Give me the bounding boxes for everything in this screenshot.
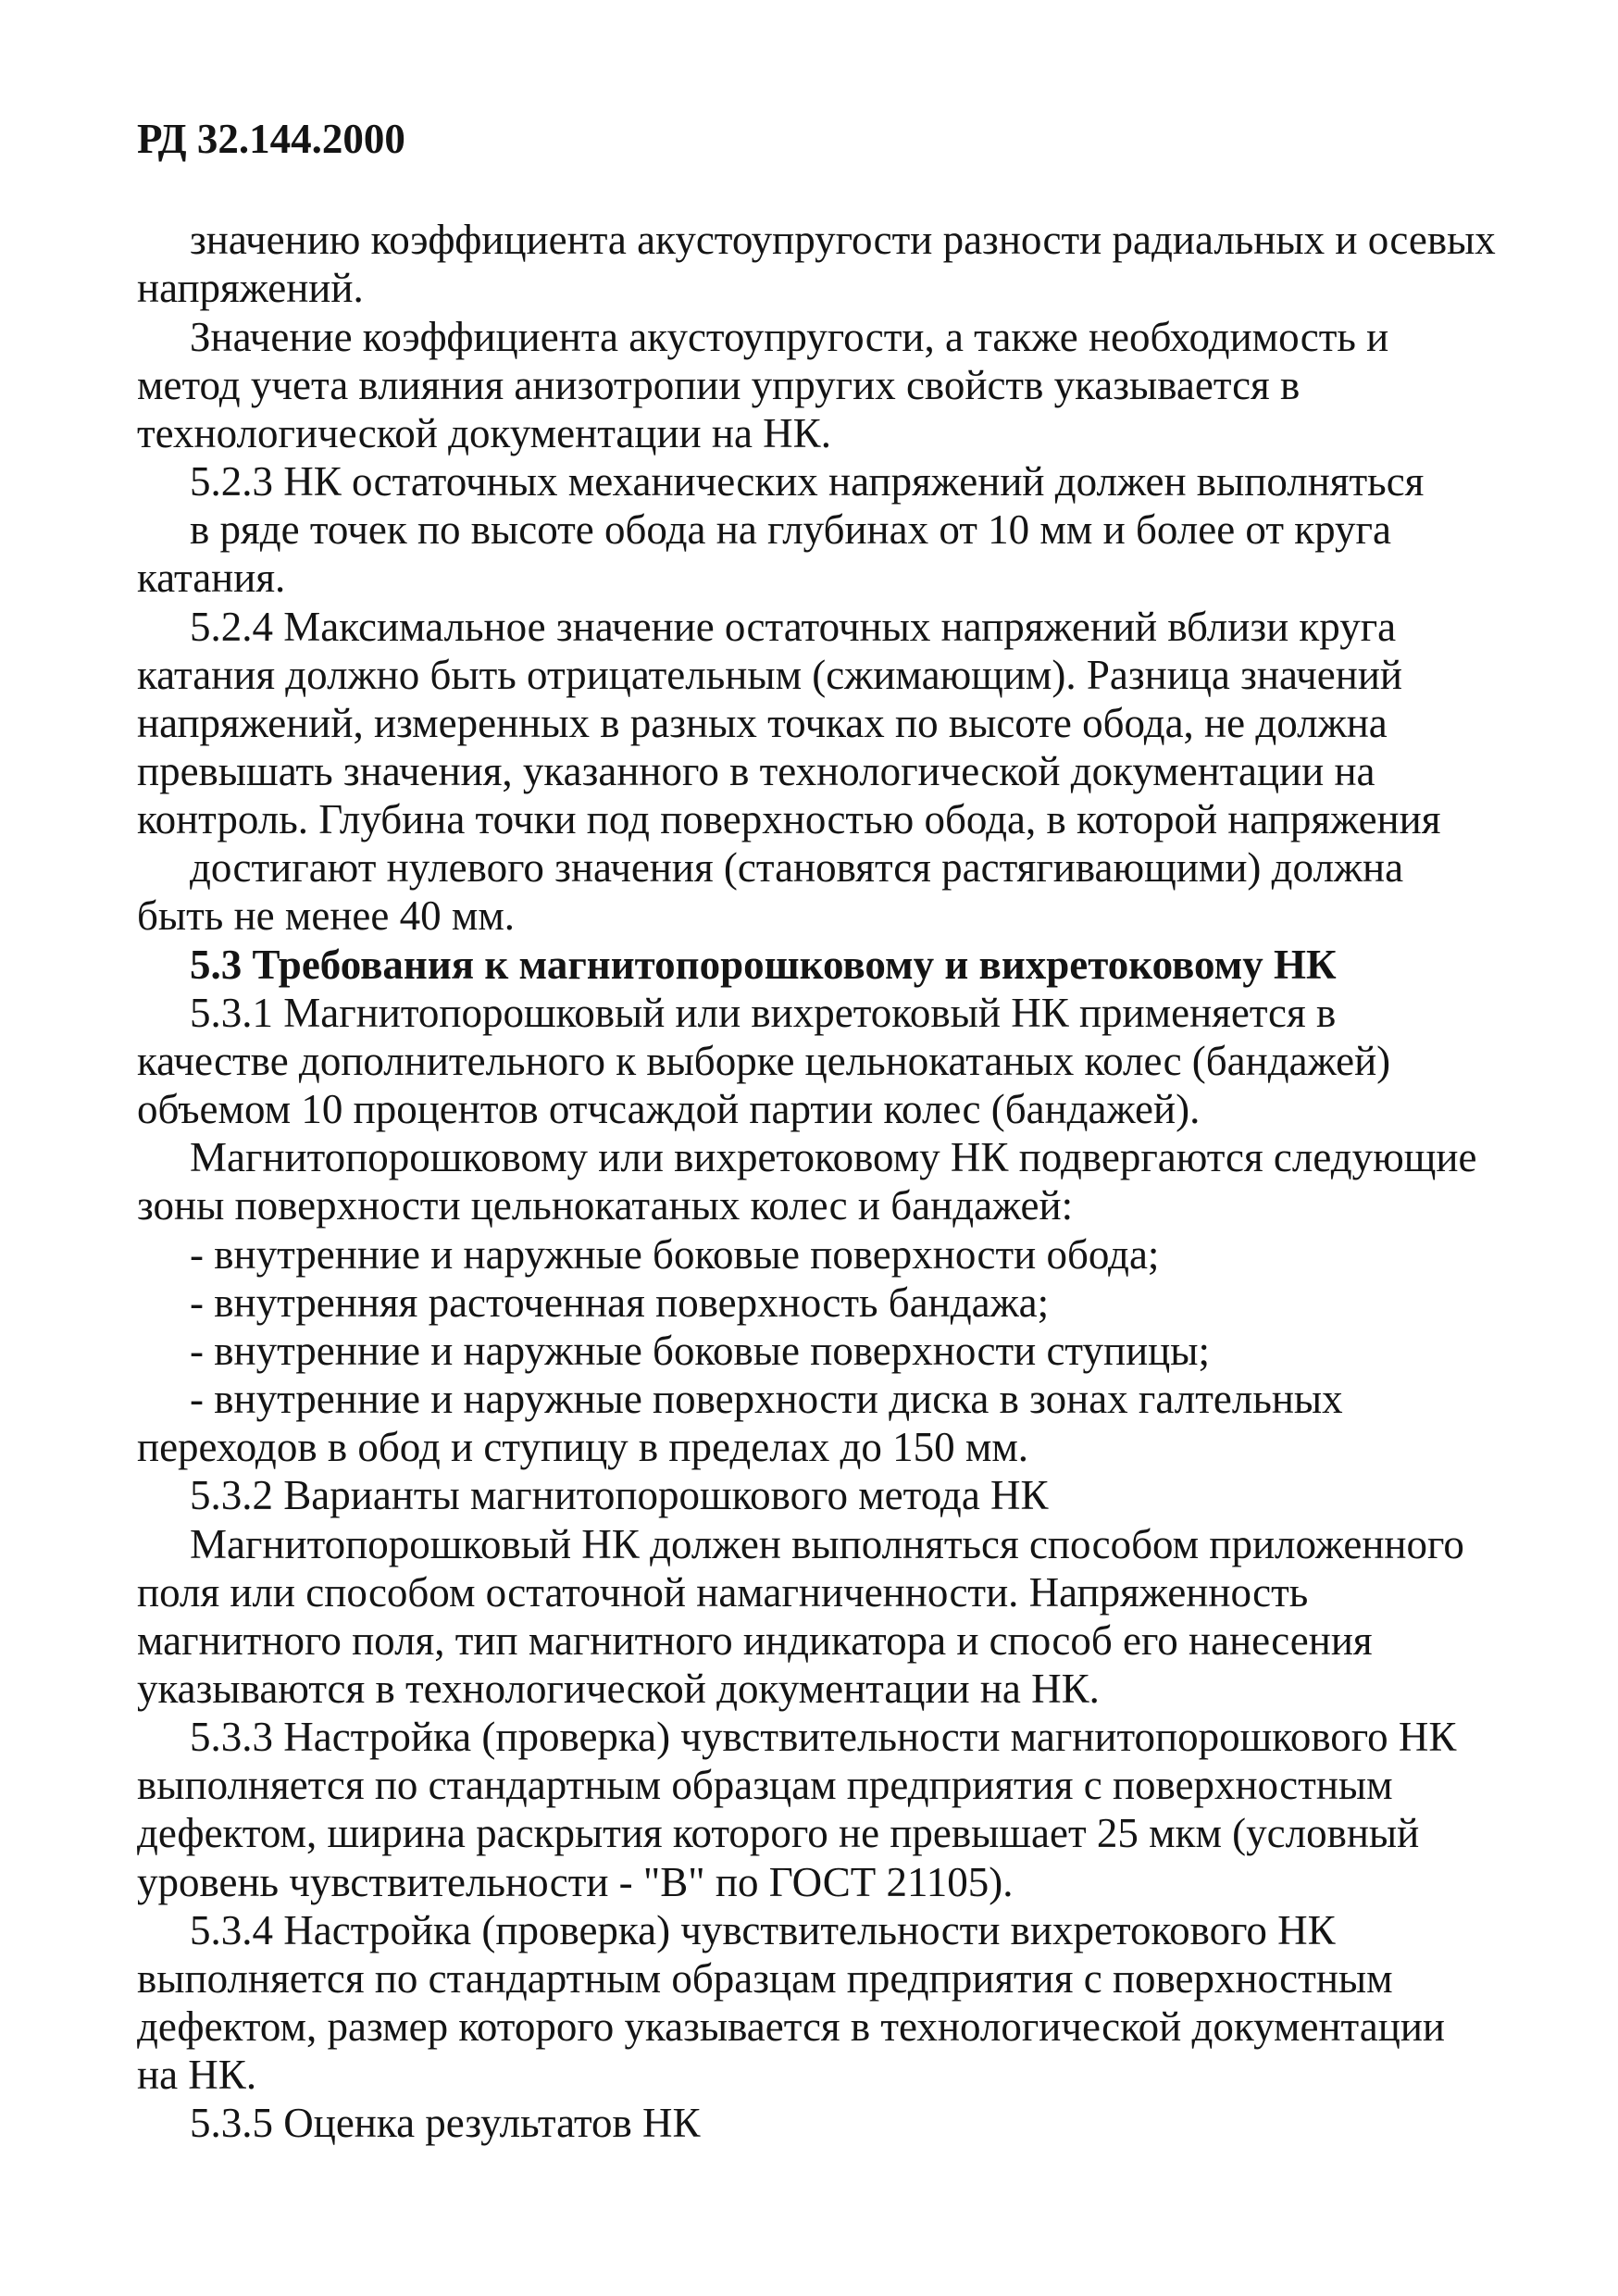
text-line: указываются в технологической документации на НК. [137,1666,1100,1712]
text-line: в ряде точек по высоте обода на глубинах от 10 мм и более от круга [190,506,1391,553]
text-line: Магнитопорошковый НК должен выполняться способом приложенного [190,1521,1464,1567]
list-item: - внутренние и наружные боковые поверхности ступицы; [190,1328,1210,1374]
text-line: выполняется по стандартным образцам предприятия с поверхностным [137,1955,1393,2002]
text-line: контроль. Глубина точки под поверхностью обода, в которой напряжения [137,796,1441,842]
text-line: катания должно быть отрицательным (сжимающим). Разница значений [137,652,1403,698]
text-line: 5.3.4 Настройка (проверка) чувствительности вихретокового НК [190,1907,1336,1953]
text-line: дефектом, ширина раскрытия которого не превышает 25 мкм (условный [137,1810,1420,1856]
text-line: 5.2.4 Максимальное значение остаточных напряжений вблизи круга [190,604,1397,650]
text-line: напряжений, измеренных в разных точках по высоте обода, не должна [137,700,1388,746]
list-item: - внутренняя расточенная поверхность бандажа; [190,1279,1050,1326]
section-heading: 5.3 Требования к магнитопорошковому и вихретоковому НК [190,942,1337,988]
text-line: катания. [137,555,286,601]
list-item: - внутренние и наружные поверхности диска в зонах галтельных [190,1376,1343,1422]
text-line: дефектом, размер которого указывается в технологической документации [137,2003,1445,2050]
text-line: выполняется по стандартным образцам предприятия с поверхностным [137,1762,1393,1808]
text-line: на НК. [137,2052,257,2098]
text-line: поля или способом остаточной намагниченности. Напряженность [137,1569,1309,1616]
text-line: технологической документации на НК. [137,410,831,456]
text-line: 5.3.3 Настройка (проверка) чувствительности магнитопорошкового НК [190,1714,1457,1760]
text-line: 5.2.3 НК остаточных механических напряжений должен выполняться [190,458,1425,505]
text-line: магнитного поля, тип магнитного индикатора и способ его нанесения [137,1617,1373,1664]
text-line: достигают нулевого значения (становятся растягивающими) должна [190,844,1404,891]
text-line: уровень чувствительности - "В" по ГОСТ 21105). [137,1859,1014,1905]
text-line: объемом 10 процентов отчсаждой партии колес (бандажей). [137,1086,1201,1132]
text-line: качестве дополнительного к выборке цельнокатаных колес (бандажей) [137,1038,1391,1084]
text-line: переходов в обод и ступицу в пределах до 150 мм. [137,1424,1029,1470]
text-line: Магнитопорошковому или вихретоковому НК подвергаются следующие [190,1134,1477,1180]
text-line: зоны поверхности цельнокатаных колес и бандажей: [137,1182,1074,1229]
text-line: напряжений. [137,265,364,311]
text-line: 5.3.2 Варианты магнитопорошкового метода НК [190,1472,1049,1518]
text-line: 5.3.1 Магнитопорошковый или вихретоковый НК применяется в [190,990,1337,1036]
text-line: значению коэффициента акустоупругости разности радиальных и осевых [190,217,1496,263]
text-line: Значение коэффициента акустоупругости, а также необходимость и [190,314,1389,360]
text-line: метод учета влияния анизотропии упругих свойств указывается в [137,362,1301,408]
text-line: быть не менее 40 мм. [137,892,516,939]
text-line: 5.3.5 Оценка результатов НК [190,2100,701,2146]
text-line: превышать значения, указанного в технологической документации на [137,748,1375,794]
list-item: - внутренние и наружные боковые поверхности обода; [190,1231,1160,1278]
page-header: РД 32.144.2000 [137,116,405,162]
